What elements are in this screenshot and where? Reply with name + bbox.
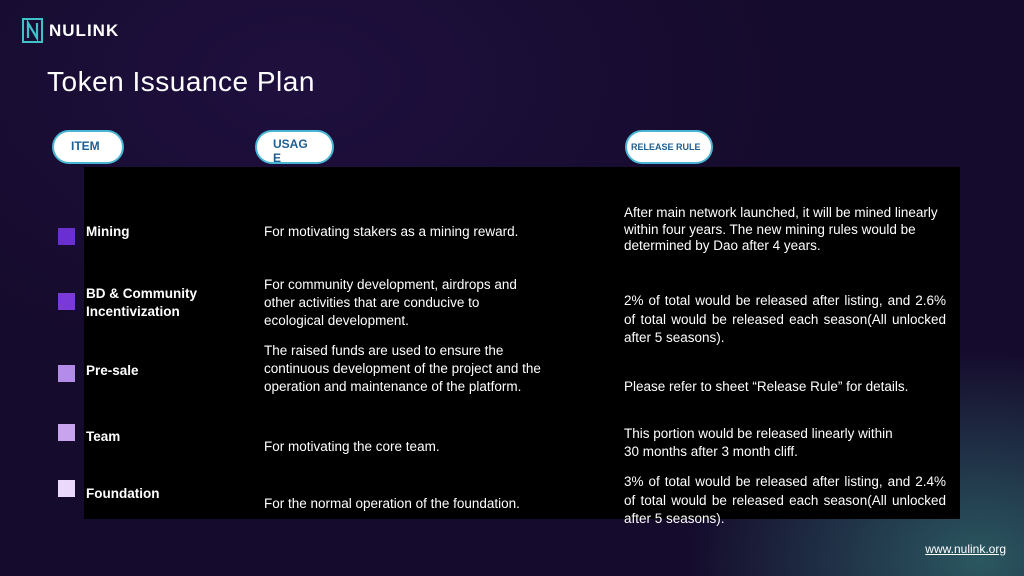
color-swatch-mining (58, 228, 75, 245)
rule-pre-sale: Please refer to sheet “Release Rule” for details. (624, 379, 909, 394)
item-name-bd-community: BD & Community Incentivization (86, 286, 197, 319)
usage-team: For motivating the core team. (264, 439, 440, 454)
header-item-label: ITEM (71, 139, 100, 153)
rule-mining: After main network launched, it will be mined linearly within four years. The new mining rules would be determined by Dao after 4 years. (624, 205, 938, 253)
nulink-logo (22, 18, 119, 43)
rule-foundation: 3% of total would be released after listing, and 2.4% of total would be released each season(All unlocked after 5 seasons). (624, 474, 946, 526)
header-item-pill (52, 130, 124, 164)
usage-foundation: For the normal operation of the foundation. (264, 496, 520, 511)
usage-mining: For motivating stakers as a mining reward. (264, 224, 519, 239)
usage-pre-sale: The raised funds are used to ensure the continuous development of the project and the operation and maintenance of the platform. (264, 343, 541, 394)
item-name-mining: Mining (86, 224, 130, 239)
color-swatch-bd-community (58, 293, 75, 310)
color-swatch-pre-sale (58, 365, 75, 382)
item-name-foundation: Foundation (86, 486, 160, 501)
header-usage-pill (255, 130, 334, 164)
page-title: Token Issuance Plan (47, 66, 315, 97)
rule-bd-community: 2% of total would be released after listing, and 2.6% of total would be released each season(All unlocked after 5 seasons). (624, 293, 946, 345)
brand-name: NULINK (49, 20, 120, 40)
color-swatch-foundation (58, 480, 75, 497)
item-name-team: Team (86, 429, 121, 444)
website-link[interactable]: www.nulink.org (925, 542, 1006, 556)
item-name-pre-sale: Pre-sale (86, 363, 139, 378)
nulink-logo-icon (22, 18, 43, 43)
header-release-rule-pill (625, 130, 713, 164)
color-swatch-team (58, 424, 75, 441)
header-usage-label: USAGE (273, 137, 308, 164)
rule-team: This portion would be released linearly within 30 months after 3 month cliff. (624, 426, 893, 459)
header-release-rule-label: RELEASE RULE (631, 142, 701, 152)
usage-bd-community: For community development, airdrops and other activities that are conducive to ecological development. (264, 277, 517, 328)
